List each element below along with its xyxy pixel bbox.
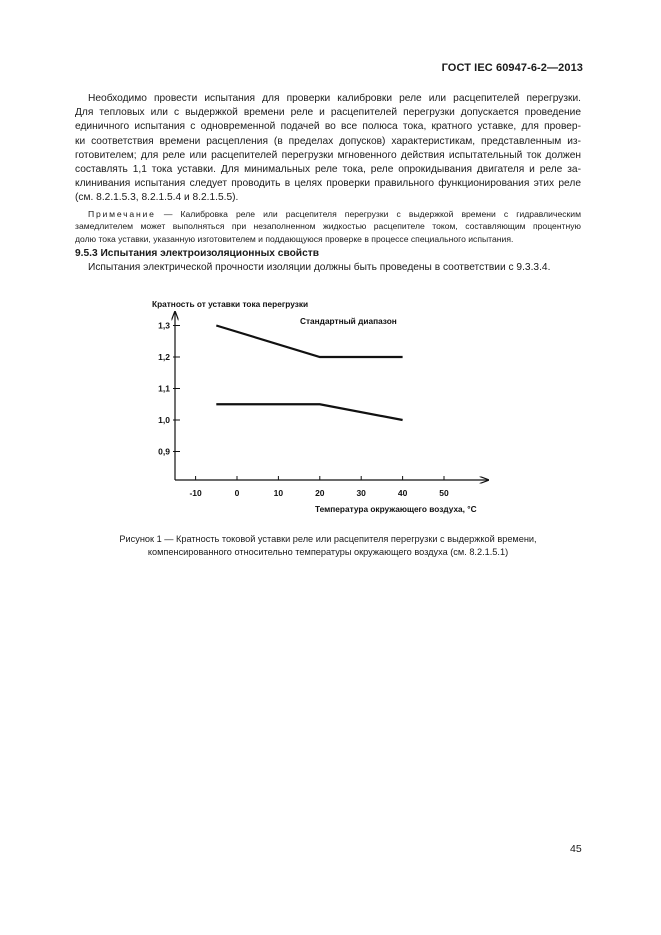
paragraph-line: (см. 8.2.1.5.3, 8.2.1.5.4 и 8.2.1.5.5). bbox=[75, 192, 239, 204]
y-tick-label: 1,0 bbox=[158, 415, 170, 425]
paragraph-line: составлять 1,1 тока уставки. Для минимальных реле тока, реле опрокидывания двигателя и реле за- bbox=[75, 164, 581, 176]
x-tick-label: 30 bbox=[356, 488, 366, 498]
chart-ticks bbox=[158, 321, 449, 499]
x-tick-label: 20 bbox=[315, 488, 325, 498]
calibration-chart bbox=[140, 290, 500, 520]
caption-line: Рисунок 1 — Кратность токовой уставки реле или расцепителя перегрузки с выдержкой времени, bbox=[119, 534, 537, 544]
body-paragraph bbox=[75, 92, 581, 206]
paragraph-line: клинивания испытания следует проводить в целях проверки правильного функционирования этих реле bbox=[75, 178, 581, 190]
paragraph-line: Необходимо провести испытания для проверки калибровки реле или расцепителей перегрузки. bbox=[88, 93, 581, 104]
note-line1-text: — Калибровка реле или расцепителя перегрузки с выдержкой времени с гидравлическим bbox=[155, 209, 581, 219]
note-line bbox=[75, 208, 581, 220]
chart-annotation: Стандартный диапазон bbox=[300, 316, 397, 326]
chart-y-label: Кратность от уставки тока перегрузки bbox=[152, 299, 309, 309]
x-tick-label: 0 bbox=[234, 488, 240, 498]
chart-x-label: Температура окружающего воздуха, °С bbox=[315, 504, 477, 514]
series-line-upper bbox=[216, 326, 402, 358]
x-tick-label: 10 bbox=[273, 488, 284, 498]
x-tick-label: -10 bbox=[189, 488, 202, 498]
x-tick-label: 40 bbox=[397, 488, 408, 498]
note-label: Примечание bbox=[88, 209, 156, 219]
page-number: 45 bbox=[570, 843, 582, 855]
note-block bbox=[75, 208, 581, 245]
y-tick-label: 1,3 bbox=[158, 320, 170, 331]
paragraph-line: единичного испытания с одновременной подачей во все полюса тока, кратного уставке, для провер- bbox=[75, 121, 581, 133]
series-line-lower bbox=[216, 404, 402, 420]
caption-line: компенсированного относительно температуры окружающего воздуха (см. 8.2.1.5.1) bbox=[147, 547, 509, 557]
y-tick-label: 1,1 bbox=[158, 383, 170, 394]
chart-axes bbox=[175, 312, 488, 480]
document-header: ГОСТ IEC 60947-6-2—2013 bbox=[441, 62, 583, 74]
section-text: Испытания электрической прочности изоляции должны быть проведены в соответствии с 9.3.3.4. bbox=[88, 262, 551, 273]
note-line: замедлителем может выполняться при незаполненном жидкостью расцепителе током, составляющим процентную bbox=[75, 221, 581, 232]
section-title: 9.5.3 Испытания электроизоляционных свойств bbox=[75, 248, 319, 259]
y-tick-label: 0,9 bbox=[158, 446, 170, 457]
paragraph-line: Для тепловых или с выдержкой времени реле и расцепителей перегрузки допускается проведение bbox=[75, 107, 581, 119]
x-tick-label: 50 bbox=[439, 488, 449, 498]
paragraph-line: готовителем; для реле или расцепителей перегрузки мгновенного действия испытательный ток должен bbox=[75, 149, 581, 161]
figure-caption bbox=[75, 533, 581, 559]
chart-series bbox=[216, 326, 402, 421]
y-tick-label: 1,2 bbox=[158, 352, 170, 362]
paragraph-line: ки соответствия времени расцепления (в пределах допусков) характеристикам, представленным из- bbox=[75, 135, 581, 147]
note-line: долю тока уставки, указанную изготовителем и поддающуюся проверке в процессе специального испытания. bbox=[75, 233, 514, 244]
